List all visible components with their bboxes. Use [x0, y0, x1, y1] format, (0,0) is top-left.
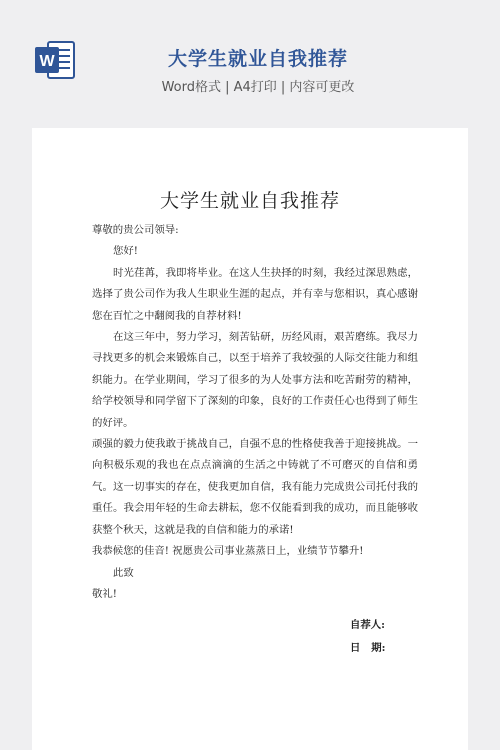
closing-wish: 我恭候您的佳音! 祝愿贵公司事业蒸蒸日上，业绩节节攀升!	[92, 545, 364, 558]
document-page	[32, 128, 468, 750]
word-icon-letter: W	[39, 53, 55, 70]
greeting: 您好!	[113, 245, 138, 258]
signature-label: 自荐人:	[350, 619, 386, 631]
paragraph-2-continued: 顽强的毅力使我敢于挑战自己，自强不息的性格使我善于迎接挑战。一向积极乐观的我也在点点滴滴的生活之中铸就了不可磨灭的自信和勇气。这一切事实的存在，使我更加自信，我有能力完成贵公司托付我的重任。我会用年轻的生命去耕耘，您不仅能看到我的成功，而且能够收获整个秋天，这就是我的自信和能力的承诺!	[92, 438, 418, 536]
paragraph-1: 时光荏苒，我即将毕业。在这人生抉择的时刻，我经过深思熟虑，选择了贵公司作为我人生职业生涯的起点，并有幸与您相识，真心感谢您在百忙之中翻阅我的自荐材料!	[92, 266, 418, 322]
salutation: 尊敬的贵公司领导:	[92, 224, 179, 236]
document-title: 大学生就业自我推荐	[159, 190, 340, 212]
paragraph-2: 在这三年中，努力学习，刻苦钻研，历经风雨，艰苦磨练。我尽力寻找更多的机会来锻炼自己，以至于培养了我较强的人际交往能力和组织能力。在学业期间，学习了很多的为人处事方法和吃苦耐劳的精神，给学校领导和同学留下了深刻的印象，良好的工作责任心也得到了师生的好评。	[92, 331, 418, 429]
banner-title: 大学生就业自我推荐	[167, 48, 348, 70]
document-body	[92, 220, 418, 605]
date-label: 日 期:	[350, 642, 386, 654]
banner-subtitle: Word格式 | A4打印 | 内容可更改	[161, 80, 355, 95]
closing-line-2: 敬礼!	[92, 587, 117, 600]
header-banner	[0, 0, 500, 112]
closing-line-1: 此致	[113, 566, 134, 579]
